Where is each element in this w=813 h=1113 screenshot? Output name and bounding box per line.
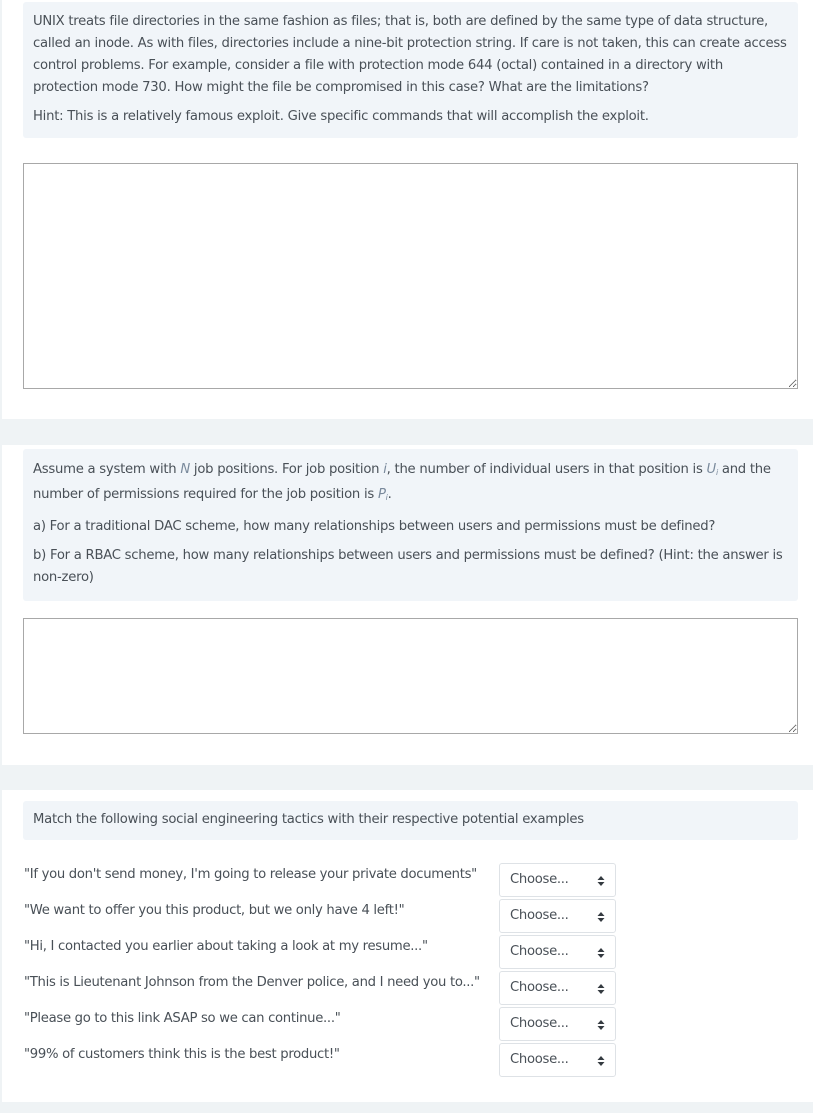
sort-arrows-icon [597, 1055, 605, 1067]
question-text-3 [23, 801, 798, 840]
intro-text: . [387, 487, 392, 502]
match-row [24, 1043, 624, 1079]
select-value: Choose... [510, 1016, 569, 1031]
intro-text: , the number of individual users in that position is [386, 462, 707, 477]
math-subscript-i: i [385, 493, 388, 502]
question-1-hint: Hint: This is a relatively famous exploit. Give specific commands that will accomplish the exploit. [33, 109, 649, 124]
match-row [24, 863, 624, 899]
question-text-2 [23, 449, 798, 601]
question-3-prompt: Match the following social engineering tactics with their respective potential examples [33, 812, 584, 827]
match-example-label: "Hi, I contacted you earlier about taking a look at my resume..." [24, 939, 428, 954]
match-row [24, 935, 624, 971]
match-select-dropdown[interactable] [499, 935, 616, 969]
answer-textarea-1[interactable] [23, 163, 798, 389]
question-card-2 [2, 445, 813, 765]
match-example-label: "Please go to this link ASAP so we can continue..." [24, 1011, 341, 1026]
select-value: Choose... [510, 908, 569, 923]
match-select-dropdown[interactable] [499, 1043, 616, 1077]
math-var-u: U [706, 462, 716, 477]
question-2-part-a: a) For a traditional DAC scheme, how many relationships between users and permissions must be defined? [33, 519, 716, 534]
question-1-paragraph: UNIX treats file directories in the same fashion as files; that is, both are defined by the same type of data structure, called an inode. As with files, directories include a nine-bit protection string. If care is not taken, this can create access control problems. For example, consider a file with protection mode 644 (octal) contained in a directory with protection mode 730. How might the file be compromised in this case? What are the limitations? [33, 14, 787, 95]
intro-text: Assume a system with [33, 462, 181, 477]
math-var-u-i [707, 462, 718, 477]
match-example-label: "99% of customers think this is the best product!" [24, 1047, 340, 1062]
match-select-dropdown[interactable] [499, 863, 616, 897]
select-value: Choose... [510, 1052, 569, 1067]
match-example-label: "We want to offer you this product, but we only have 4 left!" [24, 903, 405, 918]
math-var-n: N [180, 462, 190, 477]
match-select-dropdown[interactable] [499, 1007, 616, 1041]
question-card-1 [2, 0, 813, 419]
sort-arrows-icon [597, 983, 605, 995]
question-text-1 [23, 2, 798, 138]
match-example-label: "This is Lieutenant Johnson from the Denver police, and I need you to..." [24, 975, 480, 990]
math-var-p: P [377, 487, 386, 502]
math-var-p-i [378, 487, 388, 502]
sort-arrows-icon [597, 947, 605, 959]
sort-arrows-icon [597, 1019, 605, 1031]
sort-arrows-icon [597, 875, 605, 887]
answer-textarea-2[interactable] [23, 618, 798, 734]
select-value: Choose... [510, 980, 569, 995]
math-subscript-i: i [715, 468, 718, 477]
select-value: Choose... [510, 944, 569, 959]
intro-text: and the number of permissions required for the job position is [33, 462, 771, 502]
match-select-dropdown[interactable] [499, 899, 616, 933]
sort-arrows-icon [597, 911, 605, 923]
match-example-label: "If you don't send money, I'm going to release your private documents" [24, 867, 477, 882]
question-2-part-b: b) For a RBAC scheme, how many relationships between users and permissions must be defined? (Hint: the answer is non-zero) [33, 548, 783, 585]
match-select-dropdown[interactable] [499, 971, 616, 1005]
question-card-3 [2, 790, 813, 1102]
select-value: Choose... [510, 872, 569, 887]
match-row [24, 1007, 624, 1043]
math-var-i: i [383, 462, 387, 477]
match-row [24, 971, 624, 1007]
question-2-intro [33, 459, 788, 509]
intro-text: job positions. For job position [189, 462, 384, 477]
match-row [24, 899, 624, 935]
